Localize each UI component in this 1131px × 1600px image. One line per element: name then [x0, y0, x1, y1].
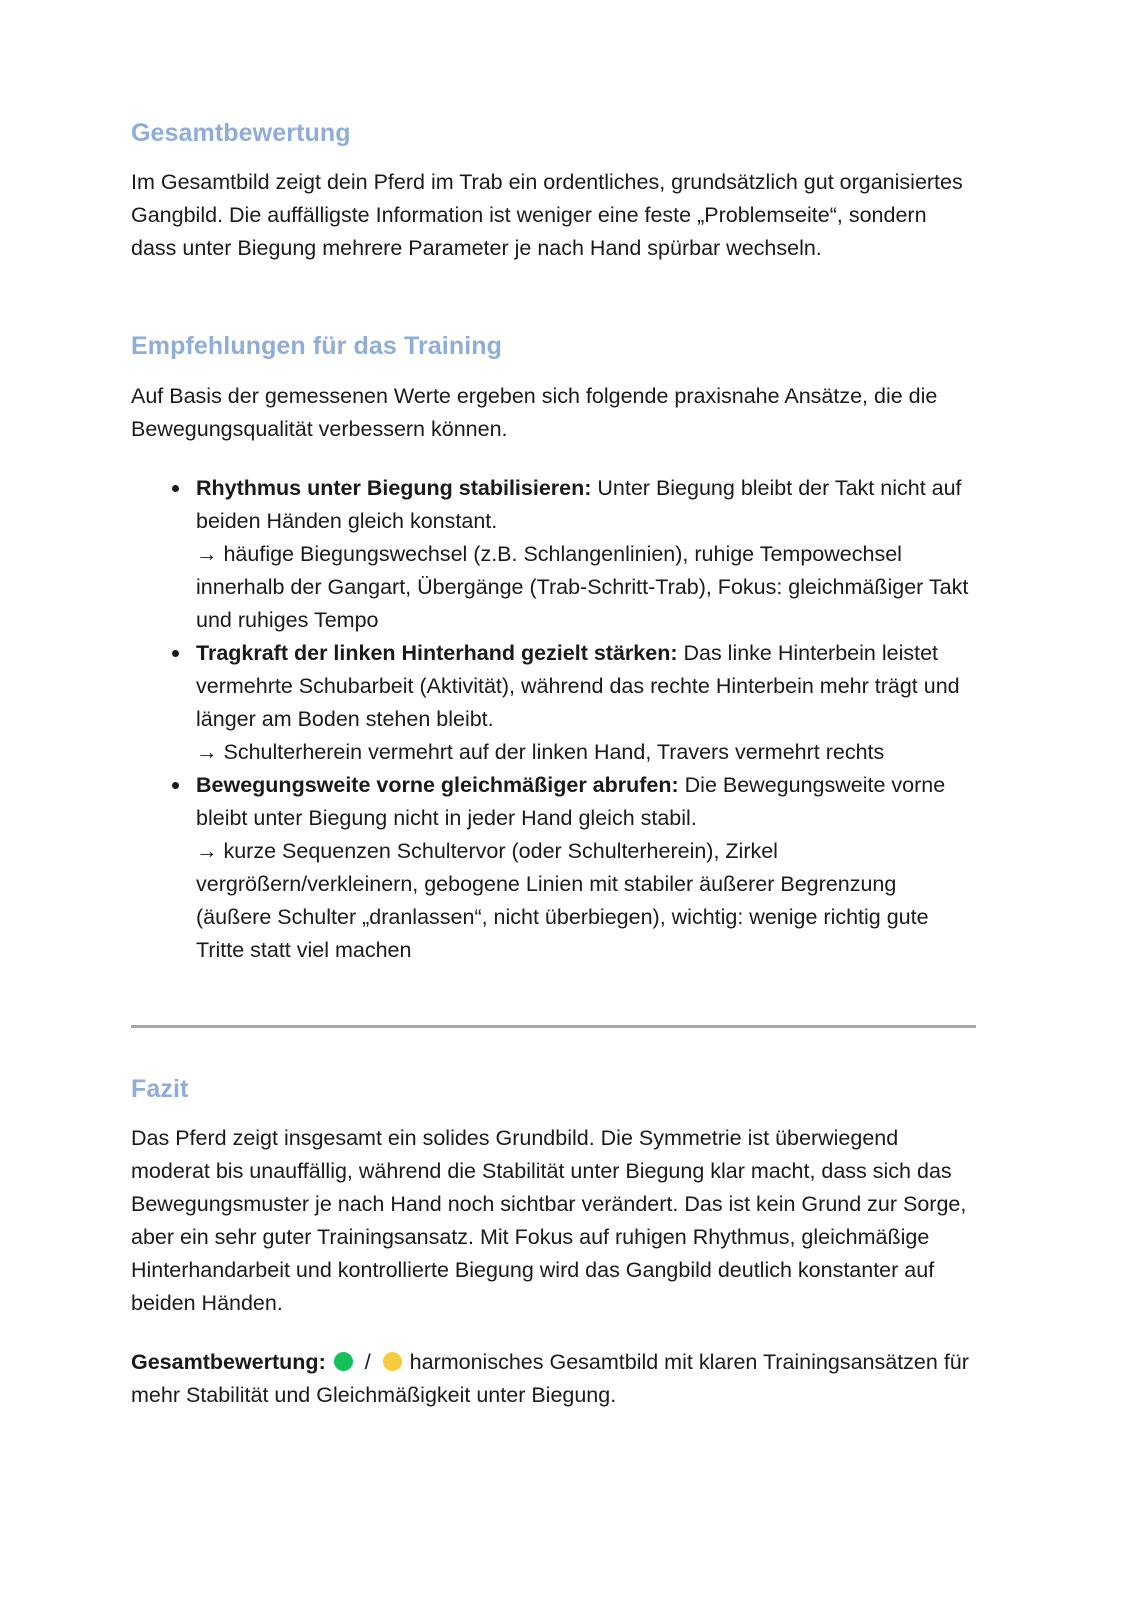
bullet-point-icon	[172, 650, 179, 657]
green-status-dot-icon	[334, 1352, 353, 1371]
overall-verdict	[131, 1346, 973, 1412]
fazit-heading: Fazit	[131, 1074, 189, 1103]
verdict-separator: /	[364, 1349, 371, 1374]
recommendation-title: Bewegungsweite vorne gleichmäßiger abrufen:	[196, 772, 679, 797]
recommendation-action: → kurze Sequenzen Schultervor (oder Schulterherein), Zirkel vergrößern/verkleinern, gebogene Linien mit stabiler äußerer Begrenzung (äußere Schulter „dranlassen“, nicht überbiegen), wichtig: wenige richtig gute Tritte statt viel machen	[196, 838, 929, 962]
recommendation-title: Rhythmus unter Biegung stabilisieren:	[196, 475, 592, 500]
recommendation-action: → Schulterherein vermehrt auf der linken Hand, Travers vermehrt rechts	[196, 739, 885, 764]
verdict-label: Gesamtbewertung:	[131, 1349, 326, 1374]
section-divider	[131, 1025, 976, 1028]
recommendation-body: Die Bewegungsweite vorne bleibt unter Biegung nicht in jeder Hand gleich stabil.	[196, 772, 946, 830]
list-item	[131, 769, 973, 967]
empfehlungen-heading: Empfehlungen für das Training	[131, 332, 502, 361]
gesamtbewertung-heading: Gesamtbewertung	[131, 119, 351, 147]
section-empfehlungen	[131, 331, 973, 966]
list-item	[131, 472, 973, 637]
yellow-status-dot-icon	[383, 1352, 402, 1371]
recommendation-action: → häufige Biegungswechsel (z.B. Schlangenlinien), ruhige Tempowechsel innerhalb der Gangart, Übergänge (Trab-Schritt-Trab), Fokus: gleichmäßiger Takt und ruhiges Tempo	[196, 541, 969, 632]
empfehlungen-intro-paragraph: Auf Basis der gemessenen Werte ergeben sich folgende praxisnahe Ansätze, die die Bewegungsqualität verbessern können.	[131, 383, 938, 441]
section-fazit	[131, 1074, 973, 1412]
section-gesamtbewertung	[131, 118, 973, 265]
recommendation-body: Das linke Hinterbein leistet vermehrte Schubarbeit (Aktivität), während das rechte Hinterbein mehr trägt und länger am Boden stehen bleibt.	[196, 640, 960, 731]
verdict-text: harmonisches Gesamtbild mit klaren Trainingsansätzen für mehr Stabilität und Gleichmäßigkeit unter Biegung.	[131, 1349, 969, 1407]
fazit-paragraph: Das Pferd zeigt insgesamt ein solides Grundbild. Die Symmetrie ist überwiegend moderat bis unauffällig, während die Stabilität unter Biegung klar macht, dass sich das Bewegungsmuster je nach Hand noch sichtbar verändert. Das ist kein Grund zur Sorge, aber ein sehr guter Trainingsansatz. Mit Fokus auf ruhigen Rhythmus, gleichmäßige Hinterhandarbeit und kontrollierte Biegung wird das Gangbild deutlich konstanter auf beiden Händen.	[131, 1125, 967, 1315]
bullet-point-icon	[172, 782, 179, 789]
training-recommendations-list	[131, 472, 973, 967]
bullet-point-icon	[172, 485, 179, 492]
recommendation-body: Unter Biegung bleibt der Takt nicht auf beiden Händen gleich konstant.	[196, 475, 962, 533]
gesamtbewertung-paragraph: Im Gesamtbild zeigt dein Pferd im Trab ein ordentliches, grundsätzlich gut organisiertes Gangbild. Die auffälligste Information ist weniger eine feste „Problemseite“, sondern dass unter Biegung mehrere Parameter je nach Hand spürbar wechseln.	[131, 170, 963, 261]
recommendation-title: Tragkraft der linken Hinterhand gezielt stärken:	[196, 640, 678, 665]
list-item	[131, 637, 973, 769]
